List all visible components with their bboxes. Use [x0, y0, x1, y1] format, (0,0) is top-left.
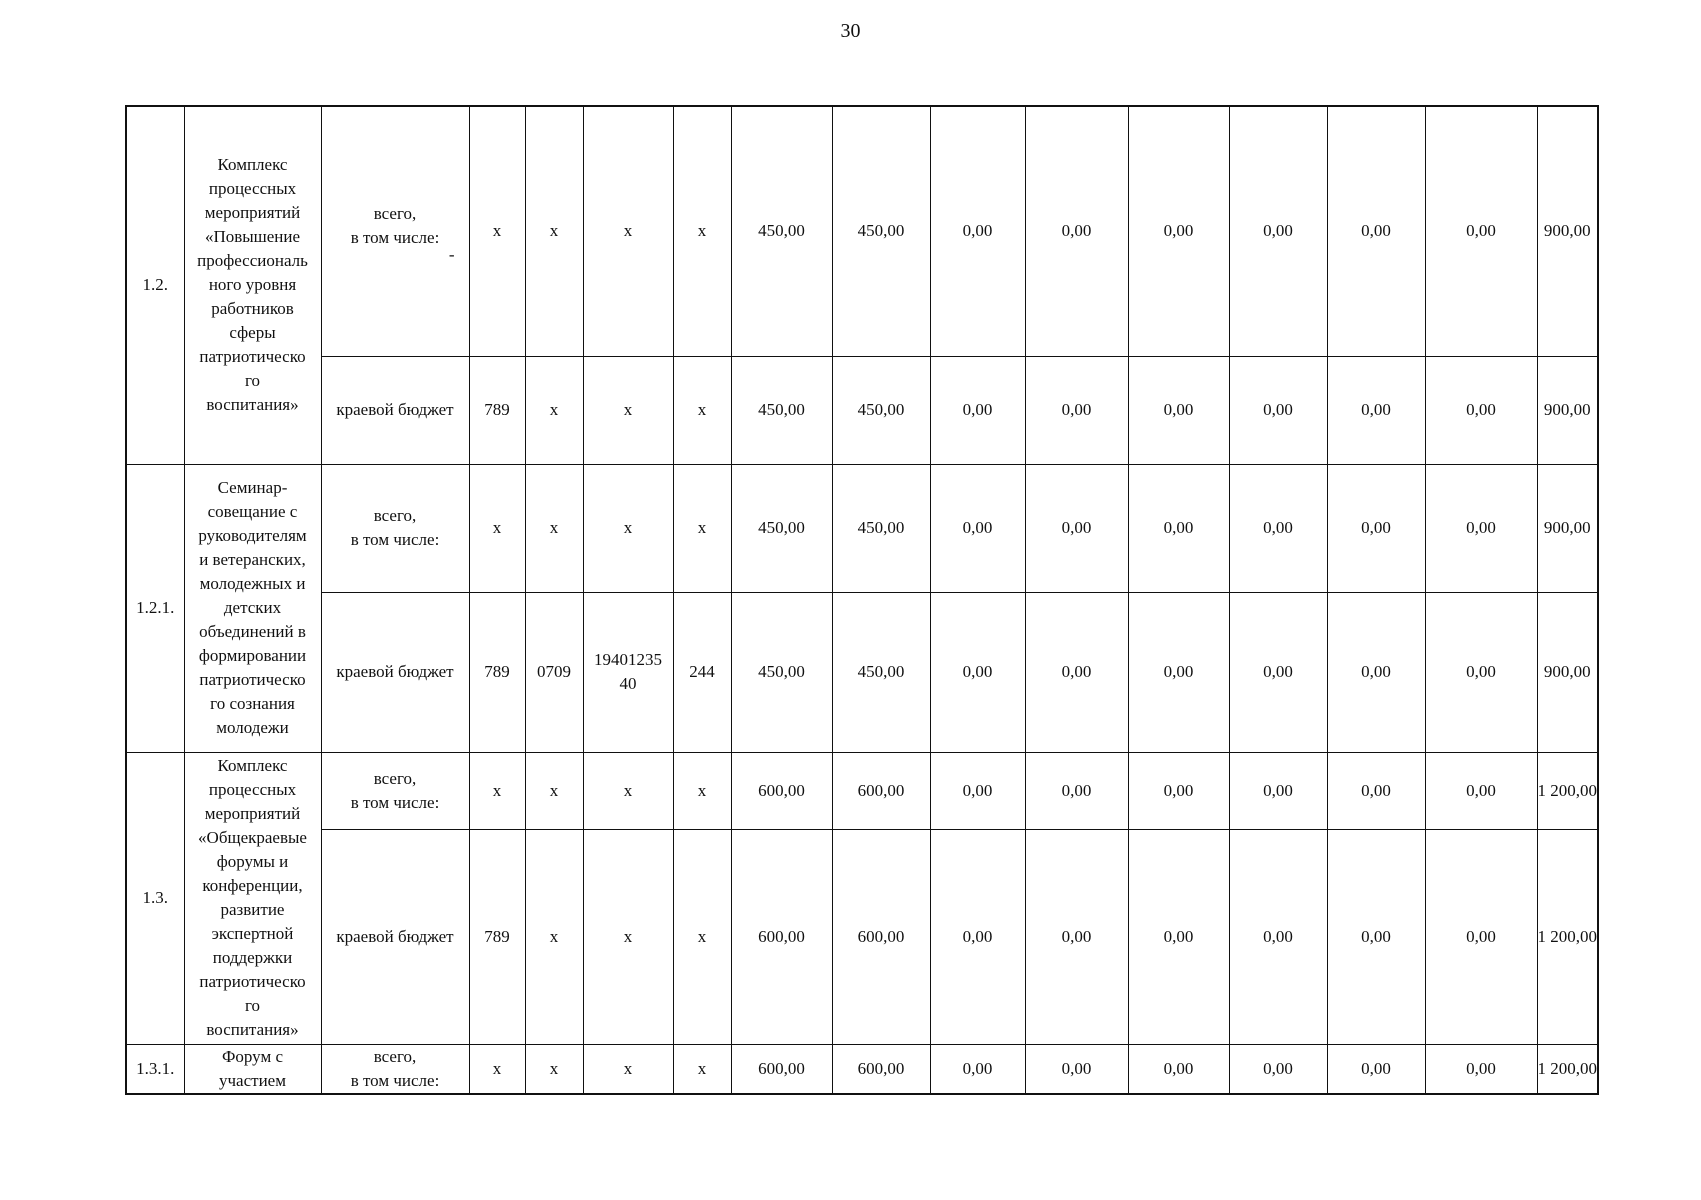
funding-source: всего, в том числе: — [321, 752, 469, 829]
total-value-cell: 900,00 — [1537, 592, 1598, 752]
value-cell: 0,00 — [1025, 1044, 1128, 1094]
row-number: 1.3. — [126, 752, 184, 1044]
value-cell: 0,00 — [930, 829, 1025, 1044]
value-cell: 0,00 — [1229, 829, 1327, 1044]
total-value-cell: 1 200,00 — [1537, 1044, 1598, 1094]
grbs-code: 789 — [469, 356, 525, 464]
measure-name: Форум с участием — [184, 1044, 321, 1094]
value-cell: 0,00 — [1229, 106, 1327, 356]
table-row — [126, 356, 1598, 464]
funding-source: всего, в том числе: — [321, 464, 469, 592]
table-row — [126, 1044, 1598, 1094]
value-cell: 0,00 — [1128, 464, 1229, 592]
value-cell: 0,00 — [1425, 829, 1537, 1044]
rzpr-code: x — [525, 106, 583, 356]
csr-code: x — [583, 1044, 673, 1094]
total-value-cell: 1 200,00 — [1537, 752, 1598, 829]
value-cell: 0,00 — [1025, 752, 1128, 829]
table-row — [126, 106, 1598, 356]
table-row — [126, 752, 1598, 829]
page-number: 30 — [840, 20, 861, 42]
value-cell: 0,00 — [930, 592, 1025, 752]
table-row — [126, 592, 1598, 752]
value-cell: 0,00 — [1128, 752, 1229, 829]
table-row — [126, 464, 1598, 592]
csr-code: x — [583, 106, 673, 356]
measure-name: Комплекс процессных мероприятий «Общекраевые форумы и конференции, развитие экспертной поддержки патриотическо го воспитания» — [184, 752, 321, 1044]
dash-mark: - — [448, 245, 455, 265]
grbs-code: x — [469, 1044, 525, 1094]
value-cell: 450,00 — [731, 106, 832, 356]
vr-code: x — [673, 106, 731, 356]
measure-name: Комплекс процессных мероприятий «Повышение профессиональ ного уровня работников сферы патриотическо го воспитания» — [184, 106, 321, 464]
value-cell: 0,00 — [1425, 106, 1537, 356]
value-cell: 0,00 — [1327, 356, 1425, 464]
csr-code: x — [583, 829, 673, 1044]
grbs-code: x — [469, 106, 525, 356]
value-cell: 0,00 — [1128, 1044, 1229, 1094]
table-row — [126, 829, 1598, 1044]
value-cell: 0,00 — [930, 464, 1025, 592]
row-number: 1.3.1. — [126, 1044, 184, 1094]
rzpr-code: x — [525, 829, 583, 1044]
value-cell: 600,00 — [731, 1044, 832, 1094]
value-cell: 600,00 — [832, 1044, 930, 1094]
funding-source: краевой бюджет — [321, 592, 469, 752]
value-cell: 450,00 — [832, 592, 930, 752]
value-cell: 0,00 — [1327, 1044, 1425, 1094]
vr-code: x — [673, 1044, 731, 1094]
value-cell: 450,00 — [731, 356, 832, 464]
row-number: 1.2.1. — [126, 464, 184, 752]
grbs-code: x — [469, 464, 525, 592]
funding-source: краевой бюджет — [321, 356, 469, 464]
grbs-code: 789 — [469, 829, 525, 1044]
rzpr-code: x — [525, 464, 583, 592]
value-cell: 0,00 — [930, 752, 1025, 829]
value-cell: 0,00 — [1327, 829, 1425, 1044]
funding-source: краевой бюджет — [321, 829, 469, 1044]
value-cell: 0,00 — [1128, 592, 1229, 752]
rzpr-code: x — [525, 356, 583, 464]
value-cell: 0,00 — [1327, 592, 1425, 752]
value-cell: 0,00 — [930, 106, 1025, 356]
value-cell: 600,00 — [832, 829, 930, 1044]
total-value-cell: 1 200,00 — [1537, 829, 1598, 1044]
value-cell: 0,00 — [1425, 464, 1537, 592]
value-cell: 450,00 — [832, 464, 930, 592]
value-cell: 450,00 — [731, 464, 832, 592]
value-cell: 450,00 — [832, 356, 930, 464]
funding-source: всего, в том числе: — [321, 1044, 469, 1094]
value-cell: 0,00 — [1327, 106, 1425, 356]
value-cell: 0,00 — [1025, 829, 1128, 1044]
value-cell: 600,00 — [731, 752, 832, 829]
total-value-cell: 900,00 — [1537, 356, 1598, 464]
vr-code: x — [673, 752, 731, 829]
value-cell: 0,00 — [1327, 752, 1425, 829]
csr-code: x — [583, 464, 673, 592]
vr-code: x — [673, 829, 731, 1044]
value-cell: 0,00 — [1229, 1044, 1327, 1094]
total-value-cell: 900,00 — [1537, 464, 1598, 592]
value-cell: 0,00 — [1425, 1044, 1537, 1094]
measure-name: Семинар- совещание с руководителям и ветеранских, молодежных и детских объединений в формировании патриотическо го сознания молодежи — [184, 464, 321, 752]
value-cell: 600,00 — [731, 829, 832, 1044]
budget-table — [125, 105, 1599, 1095]
value-cell: 0,00 — [1025, 592, 1128, 752]
value-cell: 0,00 — [1025, 464, 1128, 592]
csr-code: x — [583, 356, 673, 464]
rzpr-code: x — [525, 1044, 583, 1094]
vr-code: x — [673, 356, 731, 464]
value-cell: 450,00 — [731, 592, 832, 752]
value-cell: 450,00 — [832, 106, 930, 356]
value-cell: 0,00 — [1128, 106, 1229, 356]
vr-code: 244 — [673, 592, 731, 752]
value-cell: 0,00 — [1229, 464, 1327, 592]
grbs-code: x — [469, 752, 525, 829]
value-cell: 0,00 — [1327, 464, 1425, 592]
grbs-code: 789 — [469, 592, 525, 752]
value-cell: 0,00 — [1128, 356, 1229, 464]
rzpr-code: x — [525, 752, 583, 829]
value-cell: 600,00 — [832, 752, 930, 829]
csr-code: x — [583, 752, 673, 829]
funding-source: всего, в том числе: - — [321, 106, 469, 356]
rzpr-code: 0709 — [525, 592, 583, 752]
csr-code: 19401235 40 — [583, 592, 673, 752]
value-cell: 0,00 — [1128, 829, 1229, 1044]
value-cell: 0,00 — [930, 356, 1025, 464]
vr-code: x — [673, 464, 731, 592]
value-cell: 0,00 — [1229, 356, 1327, 464]
value-cell: 0,00 — [1425, 592, 1537, 752]
value-cell: 0,00 — [1425, 356, 1537, 464]
row-number: 1.2. — [126, 106, 184, 464]
value-cell: 0,00 — [1229, 752, 1327, 829]
value-cell: 0,00 — [930, 1044, 1025, 1094]
value-cell: 0,00 — [1025, 106, 1128, 356]
value-cell: 0,00 — [1229, 592, 1327, 752]
value-cell: 0,00 — [1025, 356, 1128, 464]
total-value-cell: 900,00 — [1537, 106, 1598, 356]
value-cell: 0,00 — [1425, 752, 1537, 829]
